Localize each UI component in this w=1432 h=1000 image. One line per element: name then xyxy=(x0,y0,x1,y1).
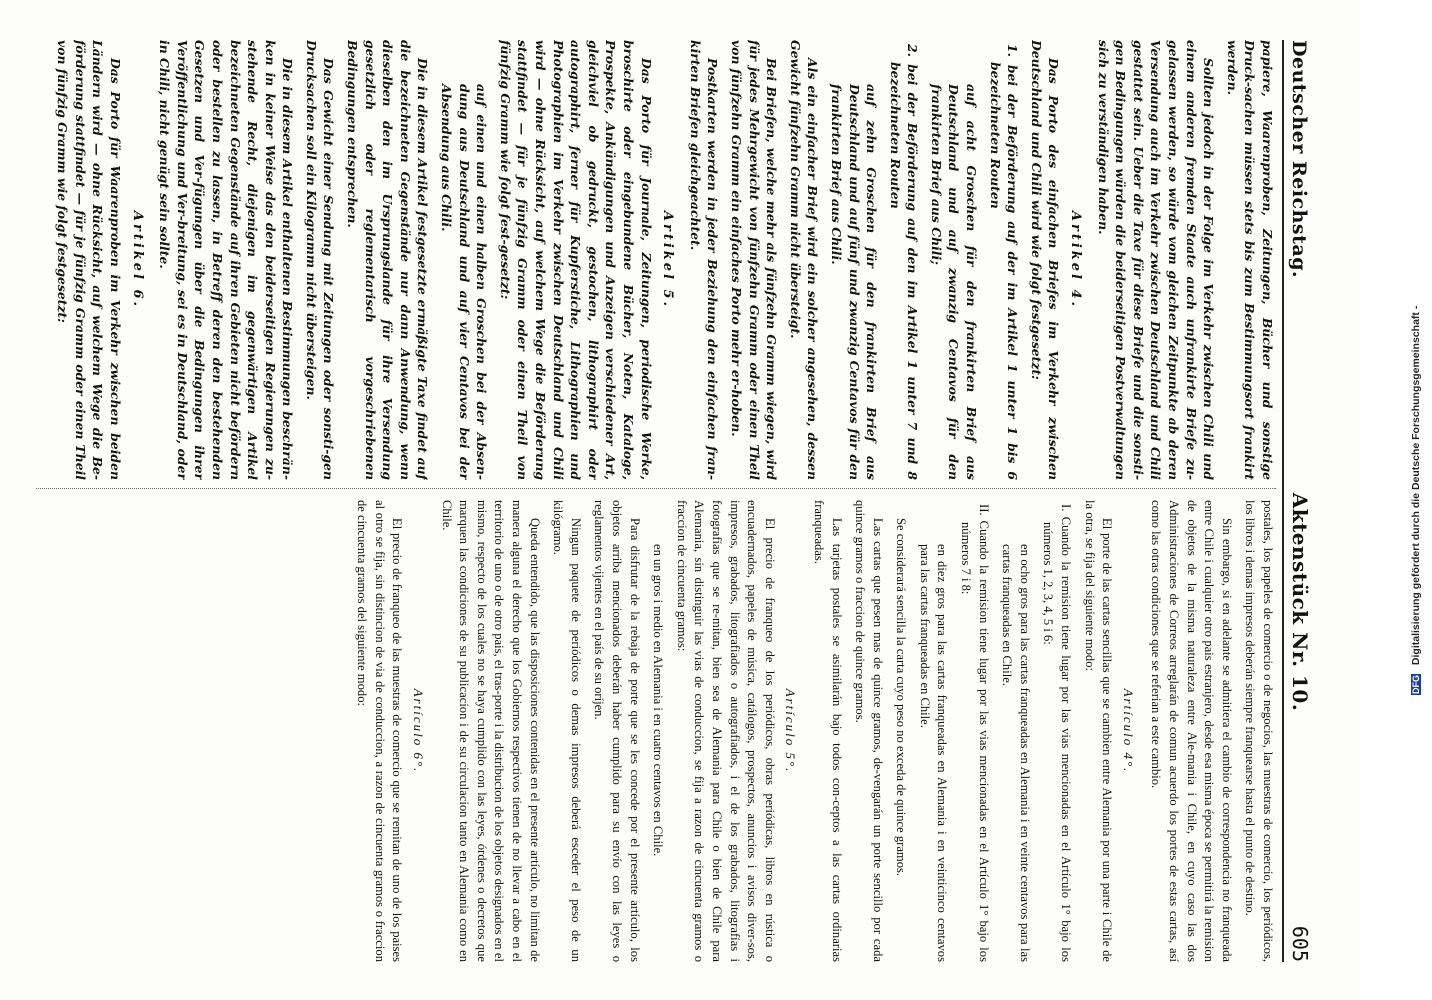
spanish-paragraph: El precio de franqueo de los periódicos, obras periódicas, libros en rústica o encuadernados, papeles de música, catálogos, prospectos, anuncios i avisos diver-sos, impresos, grabados, litografiados o autografiados, i el de los grabados, litografías i fotografías que se re-mitan, bien sea de Alemania para Chile o bien de Chile para Alemania, sin distinguir las vias de conduccion, se fija a razon de cincuenta gramos o fraccion de cincuenta gramos: xyxy=(674,500,777,962)
spanish-paragraph: Queda entendido, que las disposiciones contenidas en el presente artículo, no limitan de manera alguna el derecho que los Gobiernos respectivos tienen de no llevar a cabo en el territorio de uno o de otro pais, el tras-porte i la distribucion de los objetos designados en el mismo, respecto de los cuales no se haya cumplido con las leyes, órdenes o decretos que marquen las condiciones de su publicacion i de su circulacion tanto en Alemania como en Chile. xyxy=(439,500,542,962)
spanish-paragraph: Se considerará sencilla la carta cuyo peso no exceda de quince gramos. xyxy=(894,518,909,877)
header-left-title: Deutscher Reichstag. xyxy=(1288,40,1310,279)
spanish-paragraph: Sin embargo, si en adelante se admitiera el cambio de correspondencia no franqueada entre Chile i cualquier otro pais estranjero, desde esa misma época se permitirá la remision de objetos de la misma naturaleza entre Ale-mania i Chile, en cuyo caso las dos Administraciones de Correos arreglarán de comun acuerdo los portes de estas cartas, así como las otras condiciones que se referian a este cambio. xyxy=(1149,500,1234,962)
spanish-rate: en diez gros para las cartas franqueadas en Alemania i en veinticinco centavos para las cartas franqueadas en Chile. xyxy=(917,544,950,962)
header-center-title: Aktenstück Nr. 10. xyxy=(1288,492,1312,712)
column-divider xyxy=(36,488,1276,489)
spanish-paragraph: El precio de franqueo de las muestras de comercio que se remitan de uno de los paises al otro se fija, sin distincion de via de conduccion, a razon de cincuenta gramos o fraccion de cincuenta gramos del siguiente modo: xyxy=(355,500,405,962)
spanish-paragraph: Para disfrutar de la rebaja de porte que se les concede por el presente artículo, los objetos arriba mencionados deberán haber cumplido para su envío con las leyes o reglamentos vijentes en el país de su oríjen. xyxy=(592,500,642,962)
german-paragraph: Als ein einfacher Brief wird ein solcher angesehen, dessen Gewicht fünfzehn Gramm nicht übersteigt. xyxy=(787,40,821,480)
spanish-paragraph: Las tarjetas postales se asimilarán bajo todos con-ceptos a las cartas ordinarias franqueadas. xyxy=(811,500,844,962)
german-paragraph: papiere, Waarenproben, Zeitungen, Bücher und sonstige Druck-sachen müssen stets bis zum Bestimmungsort frankirt werden. xyxy=(1224,40,1275,480)
german-paragraph: Die in diesem Artikel festgesetzte ermäßigte Taxe findet auf die bezeichneten Gegenstände nur dann Anwendung, wenn dieselben den im Ursprungslande für ihre Versendung gesetzlich oder reglementarisch vorgeschriebenen Bedingungen entsprechen. xyxy=(345,40,431,480)
spanish-article-5-heading: Artículo 5°. xyxy=(783,688,799,774)
german-rate: auf einen und einen halben Groschen bei der Absen-dung aus Deutschland und auf vier Centavos bei der Absendung aus Chili. xyxy=(439,84,490,480)
german-list-item: 2. bei der Beförderung auf den im Artikel 1 unter 7 und 8 bezeichneten Routen xyxy=(887,44,921,480)
spanish-list-item: II. Cuando la remision tiene lugar por las vias mencionadas en el Artículo 1° bajo los números 7 i 8: xyxy=(959,504,991,962)
german-list-item: 1. bei der Beförderung auf der im Artikel 1 unter 1 bis 6 bezeichneten Routen xyxy=(987,44,1021,480)
german-article-5-heading: Artikel 5. xyxy=(660,210,676,310)
spanish-article-4-heading: Artículo 4°. xyxy=(1120,688,1136,774)
german-paragraph: Bei Briefen, welche mehr als fünfzehn Gramm wiegen, wird für jedes Mehrgewicht von fünfzehn Gramm oder einen Theil von fünfzehn Gramm ein einfaches Porto mehr er-hoben. xyxy=(728,40,780,480)
dfg-logo: DFG xyxy=(1411,674,1421,694)
german-article-6-heading: Artikel 6. xyxy=(129,210,145,310)
german-article-4-heading: Artikel 4. xyxy=(1068,210,1084,310)
spanish-list-item: I. Cuando la remision tiene lugar por las vias mencionadas en el Artículo 1° bajo los números 1, 2, 3, 4, 5 i 6: xyxy=(1041,504,1074,962)
german-paragraph: Das Porto des einfachen Briefes im Verkehr zwischen Deutschland und Chili wird wie folgt festgesetzt: xyxy=(1028,40,1062,480)
spanish-article-6-heading: Artículo 6°. xyxy=(411,688,427,774)
spanish-column xyxy=(36,500,1276,962)
digitization-credit-text: Digitalisierung gefördert durch die Deutsche Forschungsgemeinschaft - xyxy=(1410,305,1422,665)
spanish-paragraph: Ningun paquete de periódicos o demas impresos deberá esceder el peso de un kilógramo. xyxy=(551,500,583,962)
german-paragraph: Die in diesem Artikel enthaltenen Bestimmungen beschrän-ken in keiner Weise das den beiderseitigen Regierungen zu-stehende Recht, diejenigen im gegenwärtigen Artikel bezeichneten Gegenstände auf ihren Gebieten nicht befördern oder bestellen zu lassen, in Betreff deren den bestehenden Gesetzen und Ver-fügungen über die Bedingungen ihrer Veröffentlichung und Ver-breitung, sei es in Deutschland, oder in Chili, nicht genügt sein sollte. xyxy=(157,40,296,480)
spanish-paragraph: Las cartas que pesen mas de quince gramos, de-vengarán un porte sencillo por cada quince gramos o fraccion de quince gramos. xyxy=(853,500,885,962)
spanish-paragraph: postales, los papeles de comercio o de negocios, las muestras de comercio, los periódicos, los libros i demas impresos deberán siempre franquearse hasta el punto de destino. xyxy=(1243,500,1275,962)
page-header xyxy=(1282,40,1322,962)
german-paragraph: Sollten jedoch in der Folge im Verkehr zwischen Chili und einem anderen fremden Staate auch unfrankirte Briefe zu-gelassen werden, so würde vom gleichen Zeitpunkte ab deren Versendung auch im Verkehr zwischen Deutschland und Chili gestattet sein. Ueber die Taxe für diese Briefe und die sonsti-gen Bedingungen würden die beiderseitigen Postverwaltungen sich zu verständigen haben. xyxy=(1095,40,1217,480)
german-paragraph: Postkarten werden in jeder Beziehung den einfachen fran-kirten Briefen gleichgeachtet. xyxy=(687,40,721,480)
german-rate: auf zehn Groschen für den frankirten Brief aus Deutschland und auf fünf und zwanzig Centavos für den frankirten Brief aus Chili. xyxy=(828,84,880,480)
german-paragraph: Das Porto für Journale, Zeitungen, periodische Werke, broschirte oder eingebundene Bücher, Noten, Kataloge, Prospekte, Ankündigungen und Anzeigen verschiedener Art, gleichviel ob gedruckt, gestochen, lithographirt oder autographirt, ferner für Kupferstiche, Lithographien und Photographien im Verkehr zwischen Deutschland und Chili wird — ohne Rücksicht, auf welchem Wege die Beförderung stattfindet — für je fünfzig Gramm oder einen Theil von fünfzig Gramm wie folgt fest-gesetzt: xyxy=(497,40,654,480)
page-number: 605 xyxy=(1288,925,1312,962)
digitization-credit xyxy=(1410,20,1426,980)
spanish-paragraph: El porte de las cartas sencillas que se cambien entre Alemania por una parte i Chile de la otra, se fija del siguiente modo: xyxy=(1082,500,1115,962)
german-column xyxy=(36,40,1276,480)
german-paragraph: Das Gewicht einer Sendung mit Zeitungen oder sonsti-gen Drucksachen soll ein Kilogramm nicht übersteigen. xyxy=(303,40,337,480)
german-paragraph: Das Porto für Waarenproben im Verkehr zwischen beiden Ländern wird — ohne Rücksicht, auf welchem Wege die Be-förderung stattfindet — für je fünfzig Gramm oder einen Theil von fünfzig Gramm wie folgt festgesetzt: xyxy=(55,40,123,480)
spanish-rate: en un gros i medio en Alemania i en cuatro centavos en Chile. xyxy=(651,544,666,857)
spanish-rate: en ocho gros para las cartas franqueadas en Alemania i en veinte centavos para las cartas franqueadas en Chile. xyxy=(1000,544,1032,962)
german-rate: auf acht Groschen für den frankirten Brief aus Deutschland und auf zwanzig Centavos für den frankirten Brief aus Chili; xyxy=(928,84,980,480)
